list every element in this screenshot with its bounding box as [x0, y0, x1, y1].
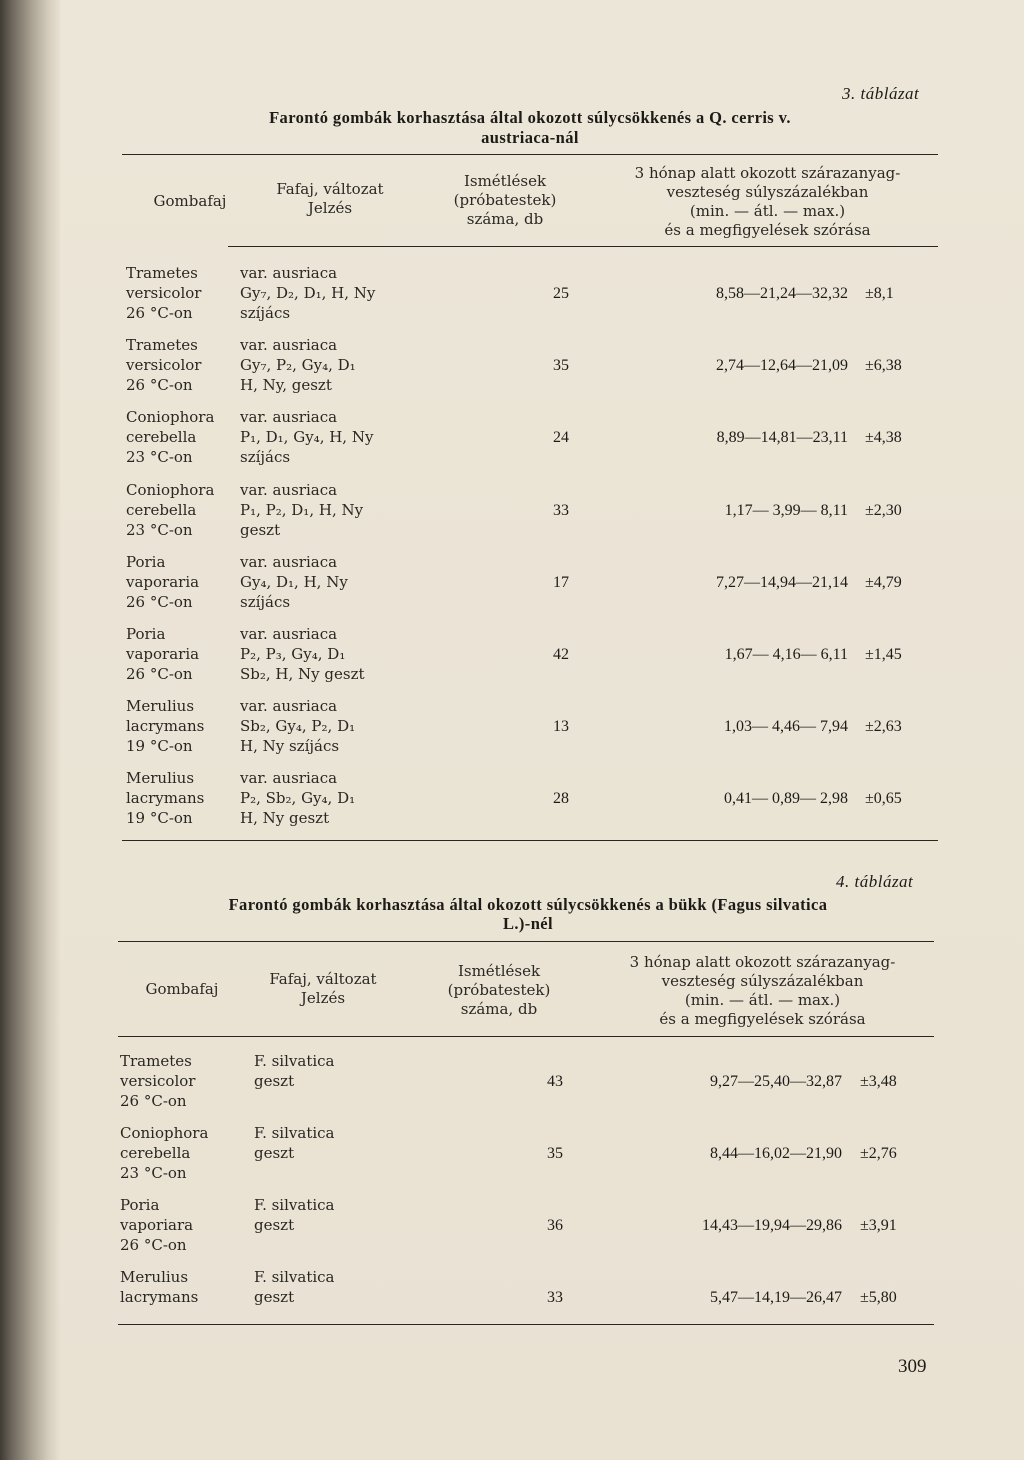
std-deviation: ±5,80 [860, 1289, 897, 1306]
loss-range: 9,27—25,40—32,87 [710, 1073, 842, 1090]
table3-label: 3. táblázat [842, 84, 920, 103]
loss-range: 7,27—14,94—21,14 [716, 573, 848, 591]
page-number: 309 [898, 1356, 927, 1377]
wood-markers: geszt [254, 1144, 295, 1162]
table4-header-loss: 3 hónap alatt okozott szárazanyag- veszteség súlyszázalékban (min. — átl. — max.) és a megfigyelések szórása [629, 953, 896, 1028]
wood-part: szíjács [240, 592, 291, 611]
sample-count: 43 [547, 1073, 563, 1090]
sample-count: 36 [547, 1217, 563, 1234]
species-name: vaporaria [126, 645, 200, 663]
species-name: cerebella [126, 500, 197, 519]
loss-range: 8,89—14,81—23,11 [716, 429, 848, 447]
wood-variety: var. ausriaca [240, 552, 338, 571]
table3-top-rule [122, 154, 938, 155]
std-deviation: ±2,30 [865, 501, 902, 519]
species-name: Trametes [126, 264, 198, 282]
wood-markers: P₂, P₃, Gy₄, D₁ [240, 645, 346, 663]
sample-count: 33 [547, 1289, 563, 1306]
loss-range: 2,74—12,64—21,09 [716, 357, 848, 375]
wood-variety: F. silvatica [254, 1052, 335, 1070]
wood-part: H, Ny szíjács [240, 737, 340, 756]
temperature: 23 °C-on [126, 448, 193, 467]
table4-caption-line2: L.)-nél [502, 914, 553, 933]
table3-bottom-rule [122, 840, 938, 841]
table3-caption-line1: Farontó gombák korhasztása által okozott súlycsökkenés a Q. cerris v. [269, 108, 791, 127]
wood-markers: geszt [254, 1072, 295, 1090]
table4-label: 4. táblázat [836, 872, 914, 891]
sample-count: 35 [547, 1145, 563, 1162]
species-name: Coniophora [126, 408, 215, 427]
species-name: versicolor [126, 284, 202, 302]
table3-header-rule [228, 246, 938, 247]
wood-markers: P₁, D₁, Gy₄, H, Ny [240, 428, 374, 447]
wood-markers: Gy₄, D₁, H, Ny [240, 572, 348, 591]
species-name: Coniophora [120, 1124, 209, 1142]
std-deviation: ±8,1 [865, 285, 894, 302]
wood-variety: F. silvatica [254, 1196, 335, 1214]
species-name: Poria [120, 1196, 160, 1214]
species-name: cerebella [120, 1144, 191, 1162]
sample-count: 24 [553, 429, 569, 447]
std-deviation: ±1,45 [865, 646, 902, 663]
std-deviation: ±6,38 [865, 357, 902, 375]
temperature: 26 °C-on [120, 1236, 187, 1254]
wood-variety: var. ausriaca [240, 264, 338, 282]
loss-range: 0,41— 0,89— 2,98 [724, 790, 848, 808]
sample-count: 28 [553, 790, 569, 808]
species-name: Merulius [126, 769, 195, 788]
species-name: Merulius [120, 1268, 189, 1286]
wood-variety: var. ausriaca [240, 408, 338, 427]
temperature: 26 °C-on [126, 376, 193, 395]
book-spine-shadow [0, 0, 60, 1460]
wood-markers: Sb₂, Gy₄, P₂, D₁ [240, 717, 356, 736]
species-name: lacrymans [120, 1288, 199, 1306]
table4-bottom-rule [118, 1324, 934, 1325]
std-deviation: ±0,65 [865, 790, 902, 808]
sample-count: 17 [553, 573, 569, 591]
table3-header-repeats: Ismétlések (próbatestek) száma, db [453, 172, 557, 228]
wood-variety: F. silvatica [254, 1268, 335, 1286]
loss-range: 8,44—16,02—21,90 [710, 1145, 842, 1162]
table3-caption-line2: austriaca-nál [481, 128, 579, 147]
species-name: versicolor [120, 1072, 196, 1090]
loss-range: 1,67— 4,16— 6,11 [724, 646, 848, 663]
species-name: Coniophora [126, 480, 215, 499]
wood-part: geszt [240, 520, 281, 539]
wood-variety: var. ausriaca [240, 769, 338, 788]
sample-count: 33 [553, 501, 569, 519]
sample-count: 42 [553, 646, 569, 663]
wood-markers: P₁, P₂, D₁, H, Ny [240, 500, 364, 519]
wood-part: H, Ny geszt [240, 809, 330, 828]
species-name: Trametes [120, 1052, 192, 1070]
species-name: cerebella [126, 428, 197, 447]
wood-part: szíjács [240, 304, 291, 322]
wood-variety: var. ausriaca [240, 480, 338, 499]
loss-range: 5,47—14,19—26,47 [710, 1289, 842, 1306]
species-name: Poria [126, 552, 166, 571]
wood-markers: Gy₇, D₂, D₁, H, Ny [240, 284, 376, 302]
wood-variety: var. ausriaca [240, 697, 338, 716]
table3-header-species: Gombafaj [153, 192, 227, 210]
wood-variety: var. ausriaca [240, 336, 338, 355]
wood-markers: Gy₇, P₂, Gy₄, D₁ [240, 356, 356, 375]
species-name: lacrymans [126, 717, 205, 736]
std-deviation: ±4,38 [865, 429, 902, 447]
temperature: 19 °C-on [126, 737, 193, 756]
species-name: Merulius [126, 697, 195, 716]
species-name: vaporaria [126, 572, 200, 591]
loss-range: 8,58—21,24—32,32 [716, 285, 848, 302]
temperature: 26 °C-on [126, 592, 193, 611]
wood-markers: P₂, Sb₂, Gy₄, D₁ [240, 789, 356, 808]
table4-top-rule [118, 941, 934, 942]
species-name: lacrymans [126, 789, 205, 808]
sample-count: 25 [553, 285, 569, 302]
temperature: 26 °C-on [126, 665, 193, 683]
sample-count: 13 [553, 718, 569, 736]
wood-markers: geszt [254, 1216, 295, 1234]
table4-header-species: Gombafaj [145, 980, 219, 998]
table3-header-wood: Fafaj, változat Jelzés [276, 180, 384, 217]
wood-part: szíjács [240, 448, 291, 467]
std-deviation: ±2,76 [860, 1145, 897, 1162]
table4-header-rule [118, 1036, 934, 1037]
temperature: 26 °C-on [126, 304, 193, 322]
wood-part: H, Ny, geszt [240, 376, 332, 395]
std-deviation: ±3,48 [860, 1073, 897, 1090]
std-deviation: ±2,63 [865, 718, 902, 736]
wood-variety: var. ausriaca [240, 625, 338, 643]
species-name: vaporiara [120, 1216, 194, 1234]
species-name: Poria [126, 625, 166, 643]
table4-header-repeats: Ismétlések (próbatestek) száma, db [447, 962, 551, 1018]
sample-count: 35 [553, 357, 569, 375]
std-deviation: ±4,79 [865, 573, 902, 591]
species-name: Trametes [126, 336, 198, 355]
species-name: versicolor [126, 356, 202, 375]
wood-part: Sb₂, H, Ny geszt [240, 665, 365, 683]
temperature: 26 °C-on [120, 1092, 187, 1110]
loss-range: 1,03— 4,46— 7,94 [724, 718, 848, 736]
table4-caption-line1: Farontó gombák korhasztása által okozott súlycsökkenés a bükk (Fagus silvatica [228, 895, 828, 914]
wood-variety: F. silvatica [254, 1124, 335, 1142]
loss-range: 14,43—19,94—29,86 [702, 1217, 842, 1234]
std-deviation: ±3,91 [860, 1217, 897, 1234]
temperature: 23 °C-on [126, 520, 193, 539]
loss-range: 1,17— 3,99— 8,11 [724, 501, 848, 519]
temperature: 23 °C-on [120, 1164, 187, 1182]
table4-header-wood: Fafaj, változat Jelzés [269, 970, 377, 1007]
table3-header-loss: 3 hónap alatt okozott szárazanyag- veszteség súlyszázalékban (min. — átl. — max.) és a megfigyelések szórása [634, 164, 901, 239]
wood-markers: geszt [254, 1288, 295, 1306]
temperature: 19 °C-on [126, 809, 193, 828]
